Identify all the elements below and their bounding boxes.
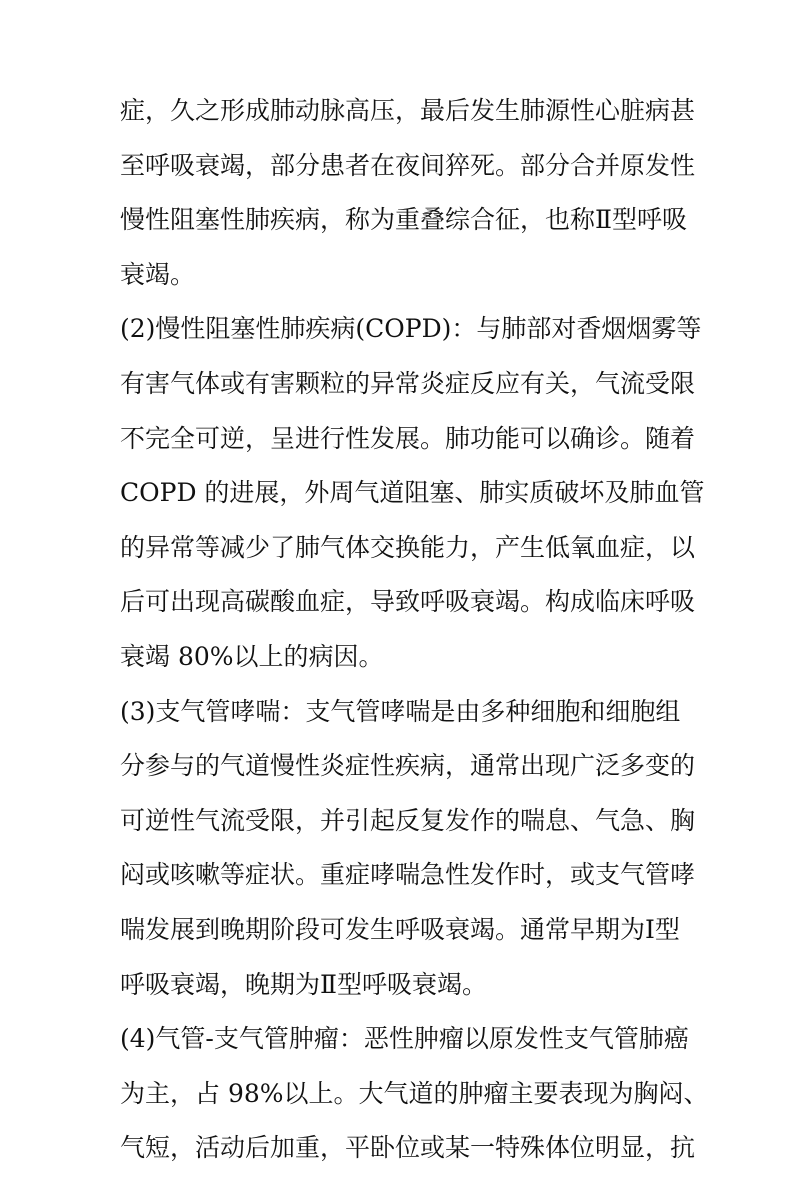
text-line: 症，久之形成肺动脉高压，最后发生肺源性心脏病甚 bbox=[120, 96, 696, 125]
document-page bbox=[120, 90, 709, 1182]
text-line: 衰竭。 bbox=[120, 259, 196, 289]
text-line: 不完全可逆，呈进行性发展。肺功能可以确诊。随着 bbox=[120, 423, 696, 453]
text-line: 至呼吸衰竭，部分患者在夜间猝死。部分合并原发性 bbox=[120, 150, 696, 180]
text-line: 喘发展到晚期阶段可发生呼吸衰竭。通常早期为Ⅰ型 bbox=[120, 914, 680, 944]
text-line: 的异常等减少了肺气体交换能力，产生低氧血症，以 bbox=[120, 532, 696, 562]
text-line: 有害气体或有害颗粒的异常炎症反应有关，气流受限 bbox=[120, 368, 696, 398]
text-line: COPD 的进展，外周气道阻塞、肺实质破坏及肺血管 bbox=[120, 478, 705, 508]
text-line: 闷或咳嗽等症状。重症哮喘急性发作时，或支气管哮 bbox=[120, 860, 696, 890]
text-line: 为主，占 98%以上。大气道的肿瘤主要表现为胸闷、 bbox=[120, 1078, 709, 1108]
text-line: 可逆性气流受限，并引起反复发作的喘息、气急、胸 bbox=[120, 805, 696, 835]
text-line: (4)气管-支气管肿瘤：恶性肿瘤以原发性支气管肺癌 bbox=[120, 1024, 689, 1054]
text-line: 衰竭 80%以上的病因。 bbox=[120, 641, 384, 671]
text-line: 慢性阻塞性肺疾病，称为重叠综合征，也称Ⅱ型呼吸 bbox=[120, 205, 687, 235]
text-line: (3)支气管哮喘：支气管哮喘是由多种细胞和细胞组 bbox=[120, 696, 681, 726]
text-line: 分参与的气道慢性炎症性疾病，通常出现广泛多变的 bbox=[120, 751, 696, 781]
text-line: 后可出现高碳酸血症，导致呼吸衰竭。构成临床呼吸 bbox=[120, 587, 696, 617]
text-line: 呼吸衰竭，晚期为Ⅱ型呼吸衰竭。 bbox=[120, 969, 487, 999]
text-line: 气短，活动后加重，平卧位或某一特殊体位明显，抗 bbox=[120, 1133, 696, 1163]
text-line: (2)慢性阻塞性肺疾病(COPD)：与肺部对香烟烟雾等 bbox=[120, 314, 702, 344]
